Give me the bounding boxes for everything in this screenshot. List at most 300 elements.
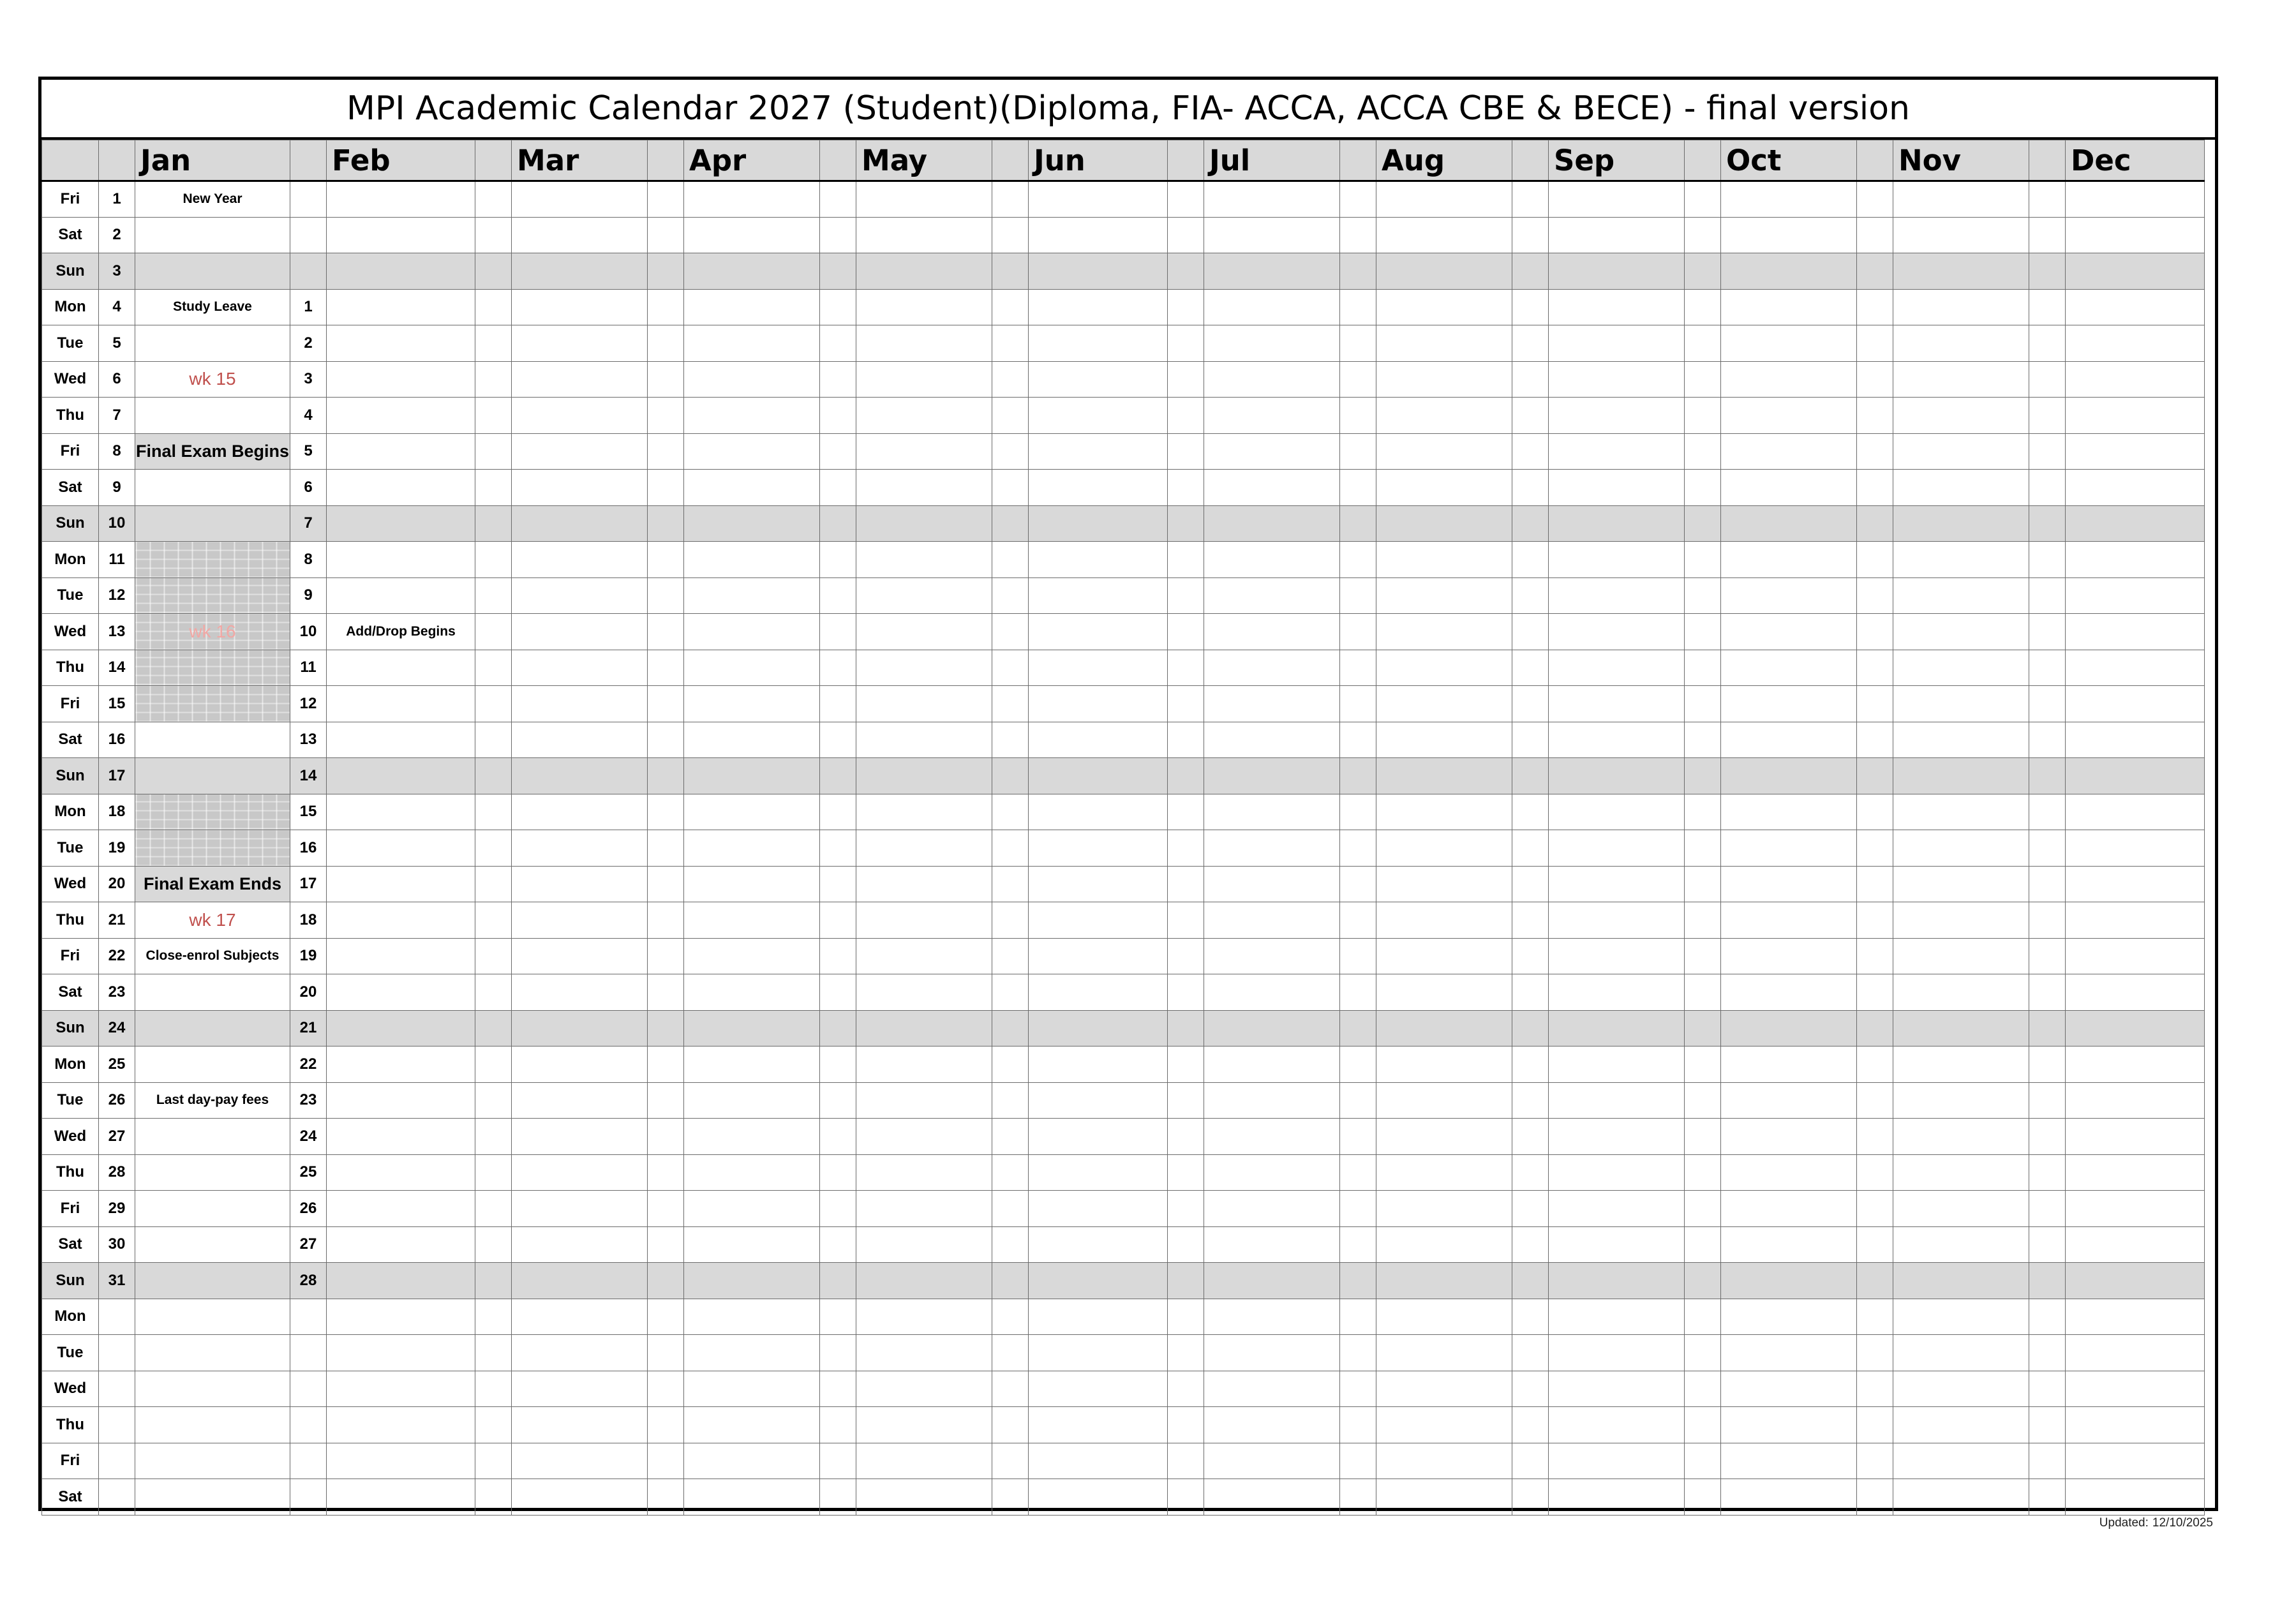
feb-day-number: 27 xyxy=(290,1226,327,1263)
feb-day-number: 13 xyxy=(290,722,327,758)
event-cell xyxy=(856,830,992,867)
event-cell xyxy=(856,1407,992,1443)
month-header-jul: Jul xyxy=(1204,140,1340,181)
weekday-cell: Mon xyxy=(42,542,99,578)
weekday-cell: Fri xyxy=(42,181,99,218)
event-cell xyxy=(2066,686,2205,722)
event-cell xyxy=(1029,650,1168,686)
weekday-cell: Wed xyxy=(42,1119,99,1155)
event-cell xyxy=(1376,1226,1512,1263)
jan-day-number: 20 xyxy=(99,866,135,902)
feb-day-number: 16 xyxy=(290,830,327,867)
day-number-cell xyxy=(820,181,856,218)
day-number-cell xyxy=(1685,505,1721,542)
event-cell xyxy=(1549,1335,1685,1371)
weekday-cell: Thu xyxy=(42,1154,99,1191)
weekday-cell: Sat xyxy=(42,470,99,506)
event-cell xyxy=(2066,1047,2205,1083)
event-cell xyxy=(1376,866,1512,902)
jan-event-cell xyxy=(135,470,290,506)
event-cell xyxy=(1376,938,1512,974)
event-cell xyxy=(856,650,992,686)
event-cell xyxy=(1549,181,1685,218)
event-cell xyxy=(1721,902,1857,939)
event-cell xyxy=(684,1407,820,1443)
day-number-cell xyxy=(820,505,856,542)
day-number-cell xyxy=(992,1263,1029,1299)
event-cell xyxy=(856,542,992,578)
jan-day-number: 6 xyxy=(99,361,135,398)
day-number-cell xyxy=(475,686,512,722)
feb-event-cell xyxy=(327,361,475,398)
event-cell xyxy=(684,1010,820,1047)
event-cell xyxy=(1893,1226,2029,1263)
event-cell xyxy=(1893,1407,2029,1443)
event-cell xyxy=(1204,722,1340,758)
day-number-cell xyxy=(475,1479,512,1516)
event-cell xyxy=(1549,938,1685,974)
day-number-cell xyxy=(648,577,684,614)
calendar-grid xyxy=(41,140,2205,1516)
calendar-row xyxy=(42,289,2205,325)
day-number-cell xyxy=(992,650,1029,686)
feb-event-cell xyxy=(327,650,475,686)
weekday-cell: Sun xyxy=(42,1263,99,1299)
day-number-cell xyxy=(1340,1047,1376,1083)
day-number-cell xyxy=(1512,1082,1549,1119)
day-number-cell xyxy=(648,1443,684,1479)
day-number-cell xyxy=(1857,1299,1893,1335)
day-number-cell xyxy=(820,866,856,902)
jan-day-number: 26 xyxy=(99,1082,135,1119)
day-number-cell xyxy=(475,361,512,398)
day-number-cell xyxy=(1512,650,1549,686)
day-number-cell xyxy=(1512,758,1549,794)
jan-event-cell: Last day-pay fees xyxy=(135,1082,290,1119)
event-cell xyxy=(512,1371,648,1407)
event-cell xyxy=(1549,361,1685,398)
day-number-cell xyxy=(992,398,1029,434)
calendar-title: MPI Academic Calendar 2027 (Student)(Diploma, FIA- ACCA, ACCA CBE & BECE) - final version xyxy=(41,80,2215,140)
day-number-cell xyxy=(1685,614,1721,650)
event-cell xyxy=(1204,1263,1340,1299)
feb-day-number: 2 xyxy=(290,325,327,362)
day-number-cell xyxy=(2029,1082,2066,1119)
event-cell xyxy=(1376,577,1512,614)
weekday-cell: Sat xyxy=(42,217,99,253)
event-cell xyxy=(684,1119,820,1155)
feb-event-cell xyxy=(327,398,475,434)
event-cell xyxy=(856,1082,992,1119)
weekday-cell: Wed xyxy=(42,361,99,398)
day-number-cell xyxy=(1168,433,1204,470)
day-number-cell xyxy=(1857,866,1893,902)
event-cell xyxy=(1721,181,1857,218)
feb-day-number: 10 xyxy=(290,614,327,650)
event-cell xyxy=(1893,433,2029,470)
event-cell xyxy=(1549,1047,1685,1083)
day-number-cell xyxy=(1512,542,1549,578)
day-number-cell xyxy=(1857,794,1893,830)
day-number-header-cell xyxy=(1857,140,1893,181)
event-cell xyxy=(1721,830,1857,867)
feb-event-cell xyxy=(327,902,475,939)
event-cell xyxy=(1893,289,2029,325)
event-cell xyxy=(856,433,992,470)
event-cell xyxy=(1029,217,1168,253)
day-number-cell xyxy=(1857,1371,1893,1407)
event-cell xyxy=(512,577,648,614)
event-cell xyxy=(1029,686,1168,722)
day-number-cell xyxy=(1685,1010,1721,1047)
event-cell xyxy=(512,217,648,253)
day-number-cell xyxy=(1512,1047,1549,1083)
jan-event-cell xyxy=(135,1479,290,1516)
day-number-cell xyxy=(820,902,856,939)
month-header-dec: Dec xyxy=(2066,140,2205,181)
day-number-cell xyxy=(1168,1443,1204,1479)
day-number-cell xyxy=(1168,1371,1204,1407)
day-number-cell xyxy=(1168,1263,1204,1299)
event-cell xyxy=(2066,1443,2205,1479)
day-number-cell xyxy=(1340,217,1376,253)
day-number-cell xyxy=(475,794,512,830)
day-number-cell xyxy=(1512,1299,1549,1335)
day-number-cell xyxy=(1685,1407,1721,1443)
day-number-cell xyxy=(820,938,856,974)
event-cell xyxy=(512,470,648,506)
event-cell xyxy=(512,1479,648,1516)
event-cell xyxy=(1376,1154,1512,1191)
feb-event-cell xyxy=(327,758,475,794)
day-number-cell xyxy=(2029,1263,2066,1299)
event-cell xyxy=(1893,1119,2029,1155)
calendar-row xyxy=(42,1299,2205,1335)
day-number-cell xyxy=(1168,1082,1204,1119)
calendar-row xyxy=(42,1010,2205,1047)
day-number-cell xyxy=(992,686,1029,722)
day-number-cell xyxy=(820,794,856,830)
day-number-cell xyxy=(820,1335,856,1371)
day-number-cell xyxy=(1340,938,1376,974)
day-number-cell xyxy=(1857,650,1893,686)
event-cell xyxy=(684,794,820,830)
feb-day-number: 26 xyxy=(290,1191,327,1227)
event-cell xyxy=(1549,758,1685,794)
day-number-cell xyxy=(820,1443,856,1479)
event-cell xyxy=(1029,1263,1168,1299)
day-number-cell xyxy=(475,974,512,1011)
day-number-cell xyxy=(1512,1191,1549,1227)
day-number-cell xyxy=(2029,902,2066,939)
day-number-cell xyxy=(2029,1443,2066,1479)
event-cell xyxy=(1549,866,1685,902)
day-number-cell xyxy=(2029,398,2066,434)
event-cell xyxy=(512,398,648,434)
day-number-cell xyxy=(992,1191,1029,1227)
feb-event-cell xyxy=(327,1479,475,1516)
day-number-cell xyxy=(2029,577,2066,614)
event-cell xyxy=(1204,938,1340,974)
day-number-cell xyxy=(820,1371,856,1407)
feb-day-number: 20 xyxy=(290,974,327,1011)
day-number-cell xyxy=(1168,722,1204,758)
jan-day-number: 25 xyxy=(99,1047,135,1083)
day-number-cell xyxy=(1857,325,1893,362)
day-number-cell xyxy=(1857,902,1893,939)
event-cell xyxy=(1893,686,2029,722)
jan-event-cell xyxy=(135,325,290,362)
jan-day-number xyxy=(99,1371,135,1407)
day-number-cell xyxy=(475,1191,512,1227)
day-number-cell xyxy=(820,974,856,1011)
day-number-cell xyxy=(475,902,512,939)
event-cell xyxy=(2066,614,2205,650)
event-cell xyxy=(1029,577,1168,614)
day-number-cell xyxy=(2029,470,2066,506)
day-number-cell xyxy=(1685,433,1721,470)
day-number-cell xyxy=(2029,1119,2066,1155)
day-number-cell xyxy=(475,542,512,578)
day-number-cell xyxy=(2029,542,2066,578)
event-cell xyxy=(1721,794,1857,830)
event-cell xyxy=(512,902,648,939)
day-number-cell xyxy=(1857,577,1893,614)
day-number-cell xyxy=(992,577,1029,614)
event-cell xyxy=(2066,1226,2205,1263)
day-number-cell xyxy=(1512,1335,1549,1371)
jan-day-number: 22 xyxy=(99,938,135,974)
event-cell xyxy=(684,686,820,722)
event-cell xyxy=(2066,325,2205,362)
day-number-cell xyxy=(1512,398,1549,434)
jan-day-number: 21 xyxy=(99,902,135,939)
day-number-cell xyxy=(1512,830,1549,867)
weekday-cell: Thu xyxy=(42,1407,99,1443)
calendar-row xyxy=(42,722,2205,758)
event-cell xyxy=(1029,614,1168,650)
jan-event-cell xyxy=(135,1047,290,1083)
calendar-row xyxy=(42,1119,2205,1155)
event-cell xyxy=(1204,470,1340,506)
day-number-cell xyxy=(820,1082,856,1119)
weekday-cell: Tue xyxy=(42,577,99,614)
jan-day-number: 16 xyxy=(99,722,135,758)
feb-event-cell xyxy=(327,470,475,506)
day-number-cell xyxy=(475,938,512,974)
day-number-cell xyxy=(648,1082,684,1119)
jan-day-number: 8 xyxy=(99,433,135,470)
day-number-cell xyxy=(992,1299,1029,1335)
event-cell xyxy=(856,1335,992,1371)
day-number-cell xyxy=(992,1479,1029,1516)
event-cell xyxy=(856,794,992,830)
day-number-header-cell xyxy=(648,140,684,181)
calendar-row xyxy=(42,1407,2205,1443)
jan-day-number: 2 xyxy=(99,217,135,253)
event-cell xyxy=(2066,866,2205,902)
day-number-cell xyxy=(475,398,512,434)
event-cell xyxy=(1721,686,1857,722)
feb-day-number xyxy=(290,217,327,253)
day-number-cell xyxy=(1685,650,1721,686)
event-cell xyxy=(1376,1082,1512,1119)
day-number-cell xyxy=(475,1263,512,1299)
day-number-cell xyxy=(1168,181,1204,218)
month-header-may: May xyxy=(856,140,992,181)
day-number-cell xyxy=(1857,830,1893,867)
day-number-cell xyxy=(1168,902,1204,939)
day-number-cell xyxy=(820,1047,856,1083)
event-cell xyxy=(856,1479,992,1516)
day-number-cell xyxy=(1685,361,1721,398)
weekday-cell: Mon xyxy=(42,1299,99,1335)
day-number-cell xyxy=(1857,1335,1893,1371)
day-number-cell xyxy=(992,1226,1029,1263)
day-number-cell xyxy=(992,542,1029,578)
event-cell xyxy=(1029,1443,1168,1479)
event-cell xyxy=(1204,1010,1340,1047)
feb-day-number: 15 xyxy=(290,794,327,830)
day-number-cell xyxy=(1685,577,1721,614)
day-number-cell xyxy=(475,1119,512,1155)
weekday-cell: Mon xyxy=(42,1047,99,1083)
updated-date: 12/10/2025 xyxy=(2152,1516,2213,1530)
event-cell xyxy=(1204,1082,1340,1119)
event-cell xyxy=(512,1119,648,1155)
day-number-cell xyxy=(1857,289,1893,325)
weekday-cell: Wed xyxy=(42,1371,99,1407)
day-number-cell xyxy=(1168,577,1204,614)
jan-day-number: 1 xyxy=(99,181,135,218)
day-number-cell xyxy=(2029,650,2066,686)
day-number-cell xyxy=(648,722,684,758)
month-header-nov: Nov xyxy=(1893,140,2029,181)
weekday-cell: Tue xyxy=(42,1335,99,1371)
event-cell xyxy=(1721,1335,1857,1371)
event-cell xyxy=(684,830,820,867)
feb-event-cell xyxy=(327,325,475,362)
day-number-cell xyxy=(820,217,856,253)
event-cell xyxy=(1376,542,1512,578)
calendar-row xyxy=(42,614,2205,650)
event-cell xyxy=(2066,217,2205,253)
calendar-row xyxy=(42,181,2205,218)
event-cell xyxy=(856,722,992,758)
event-cell xyxy=(684,289,820,325)
feb-event-cell xyxy=(327,1082,475,1119)
event-cell xyxy=(1204,577,1340,614)
event-cell xyxy=(684,758,820,794)
calendar-row xyxy=(42,794,2205,830)
jan-day-number: 30 xyxy=(99,1226,135,1263)
day-number-cell xyxy=(2029,1047,2066,1083)
event-cell xyxy=(1029,830,1168,867)
day-number-cell xyxy=(648,650,684,686)
feb-day-number: 21 xyxy=(290,1010,327,1047)
event-cell xyxy=(856,974,992,1011)
day-number-cell xyxy=(1857,1119,1893,1155)
feb-event-cell xyxy=(327,1299,475,1335)
calendar-row xyxy=(42,1371,2205,1407)
day-number-cell xyxy=(1340,1010,1376,1047)
jan-event-cell xyxy=(135,1119,290,1155)
event-cell xyxy=(1204,1154,1340,1191)
day-number-cell xyxy=(648,1263,684,1299)
day-number-cell xyxy=(648,542,684,578)
event-cell xyxy=(2066,902,2205,939)
event-cell xyxy=(1204,1479,1340,1516)
jan-event-cell xyxy=(135,577,290,614)
day-number-cell xyxy=(475,325,512,362)
event-cell xyxy=(684,361,820,398)
day-number-cell xyxy=(475,722,512,758)
day-number-cell xyxy=(1685,1119,1721,1155)
event-cell xyxy=(1893,1443,2029,1479)
event-cell xyxy=(1204,217,1340,253)
day-number-cell xyxy=(2029,325,2066,362)
event-cell xyxy=(684,505,820,542)
event-cell xyxy=(1204,1335,1340,1371)
day-number-cell xyxy=(992,758,1029,794)
event-cell xyxy=(1721,866,1857,902)
day-number-cell xyxy=(992,866,1029,902)
event-cell xyxy=(1029,938,1168,974)
day-number-cell xyxy=(820,1226,856,1263)
event-cell xyxy=(512,1010,648,1047)
event-cell xyxy=(2066,433,2205,470)
day-number-cell xyxy=(1685,722,1721,758)
jan-day-number xyxy=(99,1335,135,1371)
month-header-apr: Apr xyxy=(684,140,820,181)
jan-day-number: 31 xyxy=(99,1263,135,1299)
event-cell xyxy=(1721,470,1857,506)
day-number-cell xyxy=(1685,974,1721,1011)
day-number-cell xyxy=(2029,614,2066,650)
day-number-cell xyxy=(820,1479,856,1516)
jan-event-cell xyxy=(135,1154,290,1191)
day-number-cell xyxy=(475,1010,512,1047)
event-cell xyxy=(684,1226,820,1263)
event-cell xyxy=(1376,1263,1512,1299)
event-cell xyxy=(1549,1082,1685,1119)
event-cell xyxy=(512,866,648,902)
event-cell xyxy=(1721,1299,1857,1335)
event-cell xyxy=(1721,614,1857,650)
event-cell xyxy=(1549,794,1685,830)
event-cell xyxy=(1893,794,2029,830)
day-number-cell xyxy=(820,1154,856,1191)
day-number-cell xyxy=(475,1047,512,1083)
feb-day-number xyxy=(290,253,327,290)
month-header-row xyxy=(42,140,2205,181)
event-cell xyxy=(1204,1371,1340,1407)
event-cell xyxy=(1029,758,1168,794)
day-number-cell xyxy=(475,433,512,470)
day-number-cell xyxy=(1168,398,1204,434)
event-cell xyxy=(1029,1047,1168,1083)
event-cell xyxy=(1029,361,1168,398)
day-number-cell xyxy=(648,1010,684,1047)
day-number-cell xyxy=(1340,253,1376,290)
feb-day-number: 25 xyxy=(290,1154,327,1191)
event-cell xyxy=(2066,1299,2205,1335)
weekday-cell: Fri xyxy=(42,433,99,470)
event-cell xyxy=(1029,1335,1168,1371)
event-cell xyxy=(1029,1226,1168,1263)
event-cell xyxy=(1376,505,1512,542)
day-number-cell xyxy=(1512,686,1549,722)
